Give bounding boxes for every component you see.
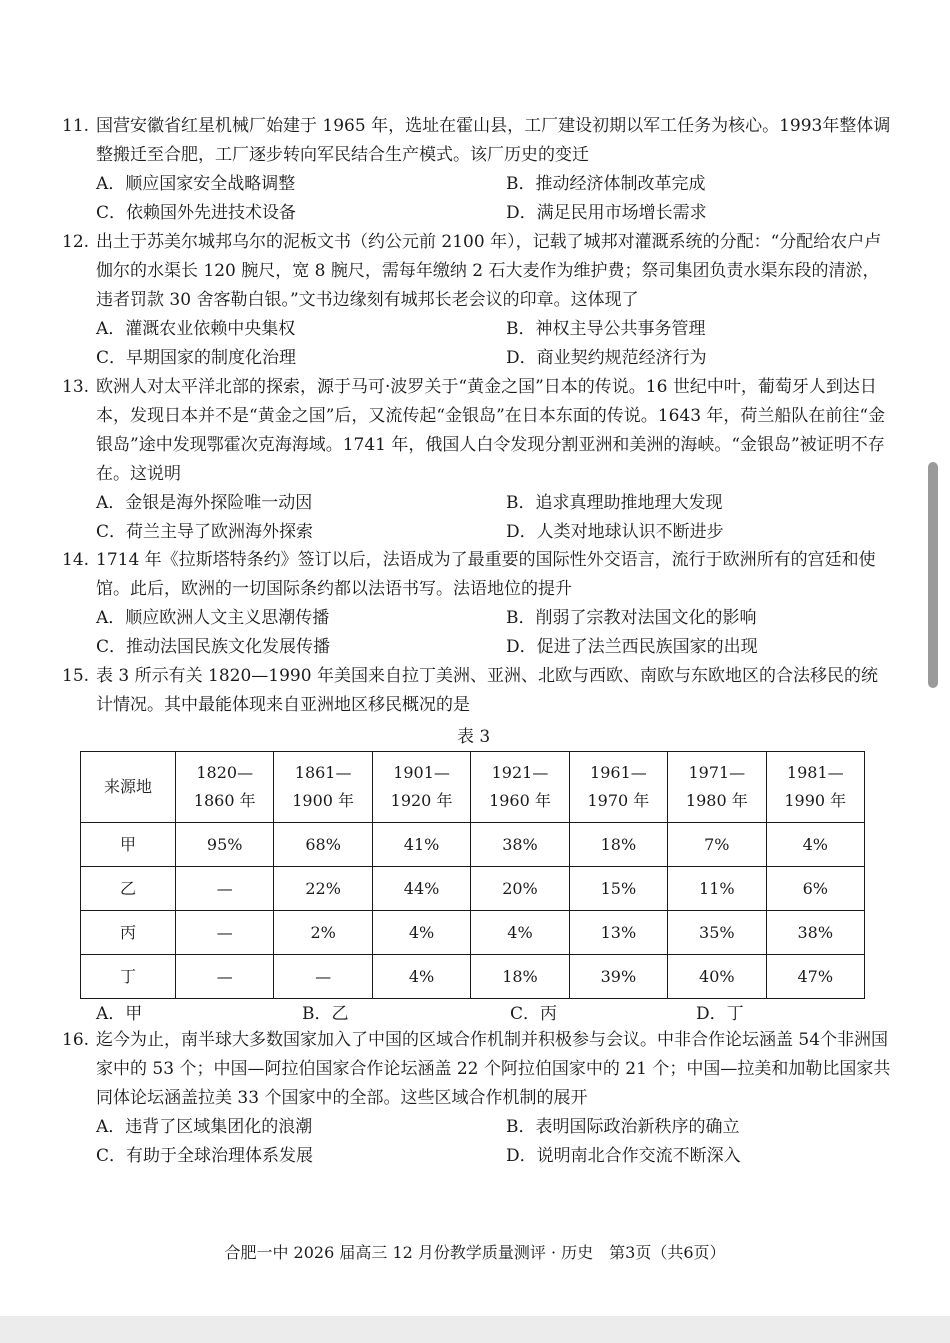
question-stem: 出土于苏美尔城邦乌尔的泥板文书（约公元前 2100 年），记载了城邦对灌溉系统的分配：“分配给农户卢伽尔的水渠长 120 腕尺，宽 8 腕尺，需每年缴纳 2 石大麦作为维护费；祭司集团负责水渠东段的清淤，违者罚款 30 舍客勒白银。”文书边缘刻有城邦长老会议的印章。这体现了 bbox=[96, 232, 882, 310]
table-cell: 7% bbox=[668, 823, 766, 867]
option-b[interactable]: B．乙 bbox=[302, 1004, 349, 1024]
table-row bbox=[81, 823, 865, 867]
question-15 bbox=[62, 662, 892, 720]
table-cell: 15% bbox=[569, 867, 667, 911]
option-c[interactable]: C．推动法国民族文化发展传播 bbox=[96, 637, 331, 657]
option-a[interactable]: A．顺应欧洲人文主义思潮传播 bbox=[96, 608, 330, 628]
table-cell: 4% bbox=[372, 911, 470, 955]
question-16 bbox=[62, 1026, 892, 1171]
period-start: 1901— bbox=[393, 763, 450, 782]
question-13 bbox=[62, 373, 892, 547]
table-cell: 18% bbox=[471, 955, 569, 999]
option-b[interactable]: B．神权主导公共事务管理 bbox=[506, 319, 706, 339]
table-cell: 13% bbox=[569, 911, 667, 955]
table-answer-options bbox=[96, 1000, 856, 1028]
option-d[interactable]: D．商业契约规范经济行为 bbox=[506, 348, 707, 368]
table-cell: — bbox=[176, 911, 274, 955]
table-cell: 20% bbox=[471, 867, 569, 911]
table-cell: 41% bbox=[372, 823, 470, 867]
table-header-row bbox=[81, 752, 865, 823]
option-b[interactable]: B．表明国际政治新秩序的确立 bbox=[506, 1117, 740, 1137]
options bbox=[96, 315, 892, 373]
immigration-table bbox=[80, 751, 865, 999]
row-label: 丁 bbox=[81, 955, 176, 999]
option-b[interactable]: B．削弱了宗教对法国文化的影响 bbox=[506, 608, 757, 628]
table-cell: 35% bbox=[668, 911, 766, 955]
option-d[interactable]: D．人类对地球认识不断进步 bbox=[506, 522, 724, 542]
table-cell: 6% bbox=[766, 867, 864, 911]
header-period bbox=[569, 752, 667, 823]
scrollbar-thumb[interactable] bbox=[928, 462, 938, 688]
table-cell: 2% bbox=[274, 911, 372, 955]
period-start: 1981— bbox=[786, 763, 844, 782]
header-period bbox=[372, 752, 470, 823]
question-stem: 欧洲人对太平洋北部的探索，源于马可·波罗关于“黄金之国”日本的传说。16 世纪中叶，葡萄牙人到达日本，发现日本并不是“黄金之国”后，又流传起“金银岛”在日本东面的传说。1643 年，荷兰船队在前往“金银岛”途中发现鄂霍次克海海域。1741 年，俄国人白令发现分割亚洲和美洲的海峡。“金银岛”被证明不存在。这说明 bbox=[96, 377, 886, 484]
option-a[interactable]: A．灌溉农业依赖中央集权 bbox=[96, 319, 296, 339]
question-number: 11. bbox=[62, 116, 90, 136]
row-label: 甲 bbox=[81, 823, 176, 867]
table-cell: 4% bbox=[372, 955, 470, 999]
question-number: 12. bbox=[62, 232, 90, 252]
header-period bbox=[668, 752, 766, 823]
option-c[interactable]: C．依赖国外先进技术设备 bbox=[96, 203, 297, 223]
period-start: 1820— bbox=[196, 763, 254, 782]
options bbox=[96, 170, 892, 228]
page-footer: 合肥一中 2026 届高三 12 月份教学质量测评 · 历史 第3页（共6页） bbox=[224, 1243, 726, 1262]
option-d[interactable]: D．丁 bbox=[696, 1004, 744, 1024]
table-cell: 95% bbox=[176, 823, 274, 867]
option-a[interactable]: A．顺应国家安全战略调整 bbox=[96, 174, 296, 194]
header-origin: 来源地 bbox=[81, 752, 176, 823]
table-cell: — bbox=[176, 955, 274, 999]
option-a[interactable]: A．甲 bbox=[96, 1004, 143, 1024]
option-b[interactable]: B．追求真理助推地理大发现 bbox=[506, 493, 723, 513]
period-end: 1990 年 bbox=[784, 791, 847, 810]
period-start: 1971— bbox=[688, 763, 746, 782]
row-label: 乙 bbox=[81, 867, 176, 911]
options bbox=[96, 1113, 892, 1171]
bottom-strip bbox=[0, 1316, 950, 1343]
options bbox=[96, 604, 892, 662]
period-end: 1980 年 bbox=[685, 791, 748, 810]
row-label: 丙 bbox=[81, 911, 176, 955]
table-cell: 18% bbox=[569, 823, 667, 867]
header-period bbox=[176, 752, 274, 823]
option-b[interactable]: B．推动经济体制改革完成 bbox=[506, 174, 706, 194]
table-cell: 38% bbox=[766, 911, 864, 955]
header-period bbox=[766, 752, 864, 823]
question-number: 15. bbox=[62, 666, 90, 686]
question-number: 13. bbox=[62, 377, 90, 397]
question-stem: 国营安徽省红星机械厂始建于 1965 年，选址在霍山县，工厂建设初期以军工任务为核心。1993年整体调整搬迁至合肥，工厂逐步转向军民结合生产模式。该厂历史的变迁 bbox=[96, 116, 891, 165]
table-cell: 4% bbox=[766, 823, 864, 867]
period-start: 1861— bbox=[294, 763, 352, 782]
option-d[interactable]: D．促进了法兰西民族国家的出现 bbox=[506, 637, 758, 657]
period-end: 1920 年 bbox=[390, 791, 453, 810]
table-row bbox=[81, 867, 865, 911]
period-start: 1961— bbox=[590, 763, 647, 782]
table-cell: 47% bbox=[766, 955, 864, 999]
period-start: 1921— bbox=[491, 763, 549, 782]
option-a[interactable]: A．违背了区域集团化的浪潮 bbox=[96, 1117, 313, 1137]
table-cell: 22% bbox=[274, 867, 372, 911]
option-d[interactable]: D．满足民用市场增长需求 bbox=[506, 203, 707, 223]
table-cell: — bbox=[176, 867, 274, 911]
table-row bbox=[81, 911, 865, 955]
period-end: 1860 年 bbox=[193, 791, 256, 810]
table-cell: 11% bbox=[668, 867, 766, 911]
table-cell: 4% bbox=[471, 911, 569, 955]
table-cell: — bbox=[274, 955, 372, 999]
header-period bbox=[274, 752, 372, 823]
header-period bbox=[471, 752, 569, 823]
question-number: 16. bbox=[62, 1030, 90, 1050]
option-c[interactable]: C．早期国家的制度化治理 bbox=[96, 348, 297, 368]
question-12 bbox=[62, 228, 892, 373]
option-c[interactable]: C．丙 bbox=[510, 1004, 558, 1024]
question-stem: 表 3 所示有关 1820—1990 年美国来自拉丁美洲、亚洲、北欧与西欧、南欧与东欧地区的合法移民的统计情况。其中最能体现来自亚洲地区移民概况的是 bbox=[96, 666, 878, 715]
question-number: 14. bbox=[62, 550, 90, 570]
question-14 bbox=[62, 546, 892, 662]
option-d[interactable]: D．说明南北合作交流不断深入 bbox=[506, 1146, 741, 1166]
table-caption: 表 3 bbox=[457, 727, 491, 747]
question-stem: 迄今为止，南半球大多数国家加入了中国的区域合作机制并积极参与会议。中非合作论坛涵盖 54个非洲国家中的 53 个；中国—阿拉伯国家合作论坛涵盖 22 个阿拉伯国家中的 21 个；中国—拉美和加勒比国家共同体论坛涵盖拉美 33 个国家中的全部。这些区域合作机制的展开 bbox=[96, 1030, 891, 1108]
table-cell: 40% bbox=[668, 955, 766, 999]
table-cell: 38% bbox=[471, 823, 569, 867]
table-cell: 39% bbox=[569, 955, 667, 999]
period-end: 1970 年 bbox=[587, 791, 650, 810]
option-a[interactable]: A．金银是海外探险唯一动因 bbox=[96, 493, 313, 513]
option-c[interactable]: C．有助于全球治理体系发展 bbox=[96, 1146, 314, 1166]
options bbox=[96, 489, 892, 547]
table-row bbox=[81, 955, 865, 999]
table-cell: 68% bbox=[274, 823, 372, 867]
option-c[interactable]: C．荷兰主导了欧洲海外探索 bbox=[96, 522, 314, 542]
question-stem: 1714 年《拉斯塔特条约》签订以后，法语成为了最重要的国际性外交语言，流行于欧洲所有的宫廷和使馆。此后，欧洲的一切国际条约都以法语书写。法语地位的提升 bbox=[96, 550, 876, 599]
table-cell: 44% bbox=[372, 867, 470, 911]
period-end: 1900 年 bbox=[292, 791, 355, 810]
period-end: 1960 年 bbox=[489, 791, 551, 810]
question-11 bbox=[62, 112, 892, 228]
